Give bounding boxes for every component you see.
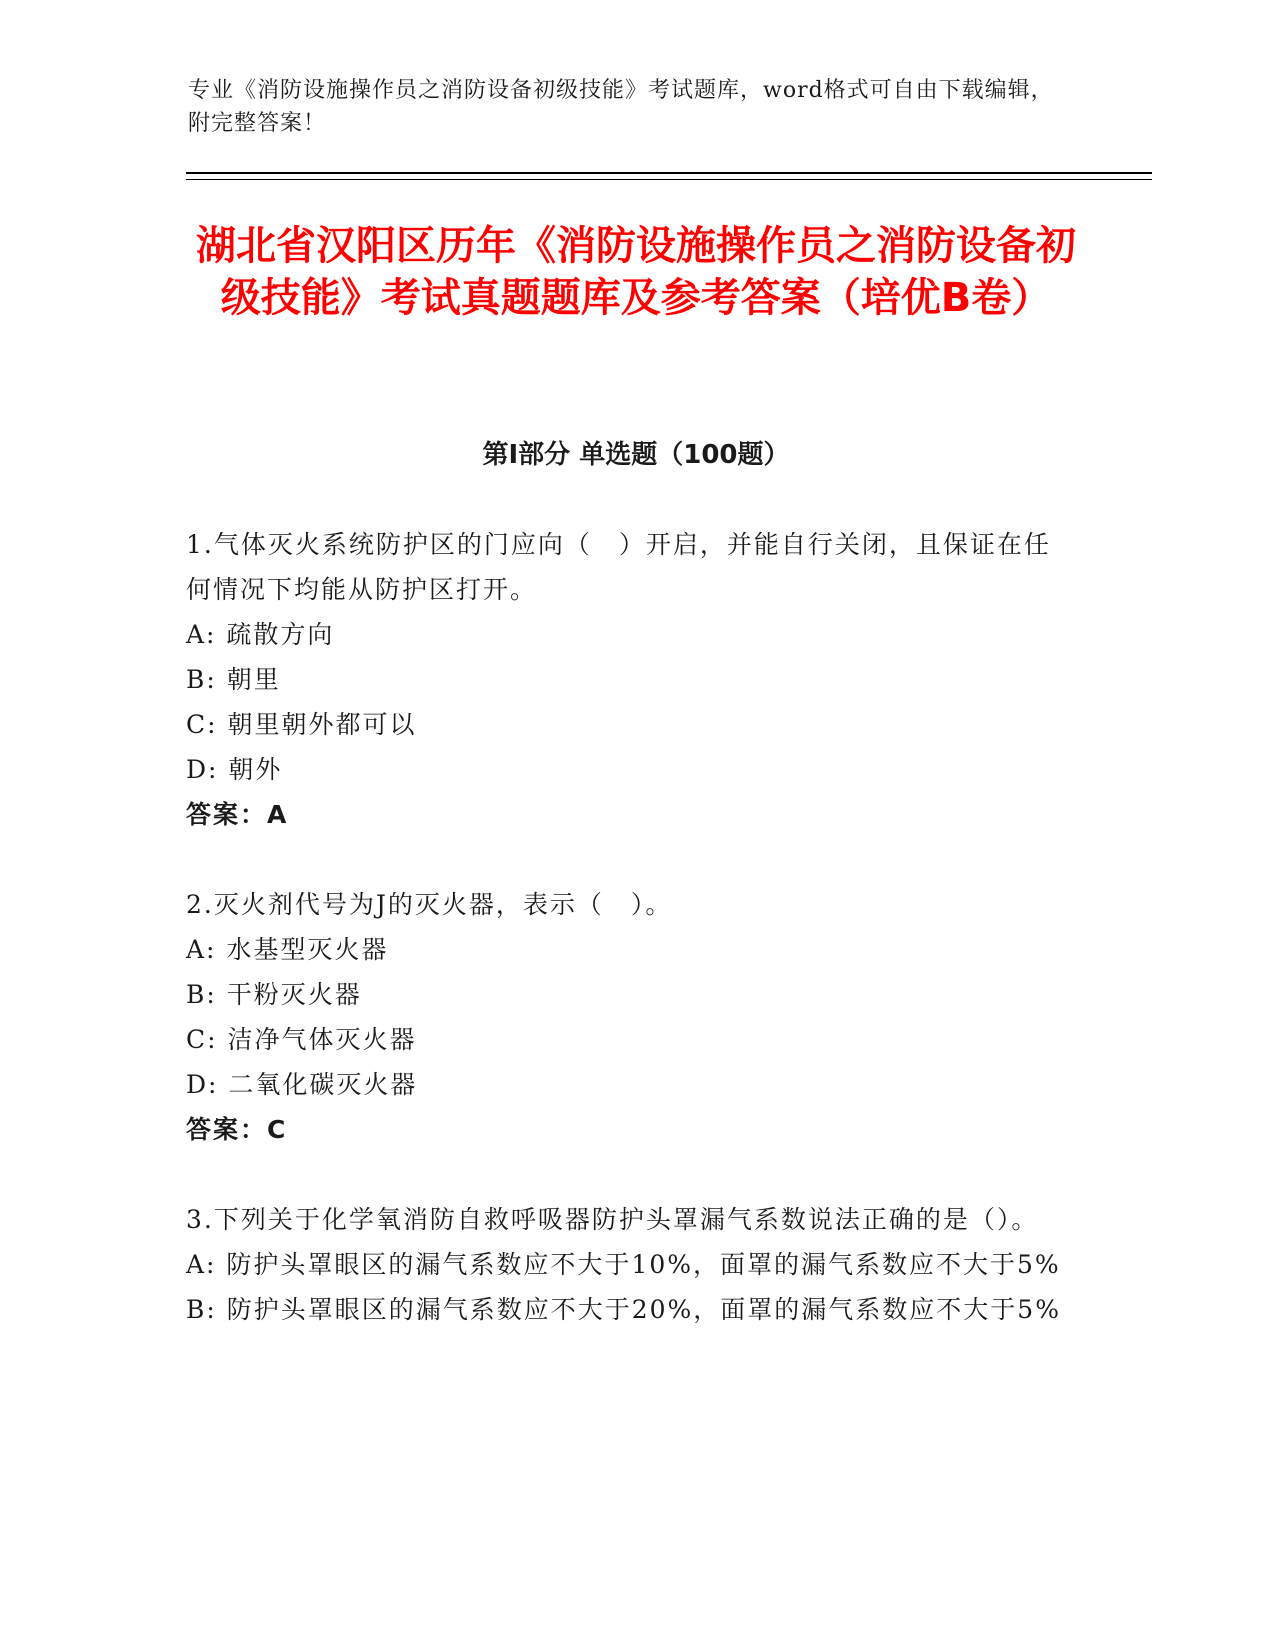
question-3 — [186, 1197, 1066, 1332]
question-1 — [186, 522, 1066, 837]
question-2 — [186, 882, 1066, 1152]
question-list — [186, 522, 1066, 1377]
header-note: 专业《消防设施操作员之消防设备初级技能》考试题库，word格式可自由下载编辑，附完整答案！ — [188, 78, 1054, 136]
option-b: B: 干粉灭火器 — [186, 980, 362, 1009]
question-stem: 2.灭火剂代号为J的灭火器，表示（ ）。 — [186, 890, 673, 919]
header-divider-thin — [186, 179, 1152, 180]
option-c: C: 洁净气体灭火器 — [186, 1025, 417, 1054]
header-divider-thick — [186, 172, 1152, 174]
option-b: B: 朝里 — [186, 665, 281, 694]
option-d: D: 二氧化碳灭火器 — [186, 1070, 418, 1099]
document-title: 湖北省汉阳区历年《消防设施操作员之消防设备初级技能》考试真题题库及参考答案（培优B卷） — [196, 223, 1076, 321]
option-a: A: 防护头罩眼区的漏气系数应不大于10%，面罩的漏气系数应不大于5% — [186, 1250, 1061, 1279]
option-c: C: 朝里朝外都可以 — [186, 710, 417, 739]
answer: 答案：A — [186, 800, 289, 829]
option-a: A: 疏散方向 — [186, 620, 335, 649]
option-b: B: 防护头罩眼区的漏气系数应不大于20%，面罩的漏气系数应不大于5% — [186, 1295, 1061, 1324]
question-stem: 1.气体灭火系统防护区的门应向（ ）开启，并能自行关闭，且保证在任何情况下均能从防护区打开。 — [186, 530, 1051, 604]
option-a: A: 水基型灭火器 — [186, 935, 389, 964]
question-stem: 3.下列关于化学氧消防自救呼吸器防护头罩漏气系数说法正确的是（）。 — [186, 1205, 1039, 1234]
answer: 答案：C — [186, 1115, 288, 1144]
section-heading: 第I部分 单选题（100题） — [482, 440, 790, 470]
option-d: D: 朝外 — [186, 755, 283, 784]
